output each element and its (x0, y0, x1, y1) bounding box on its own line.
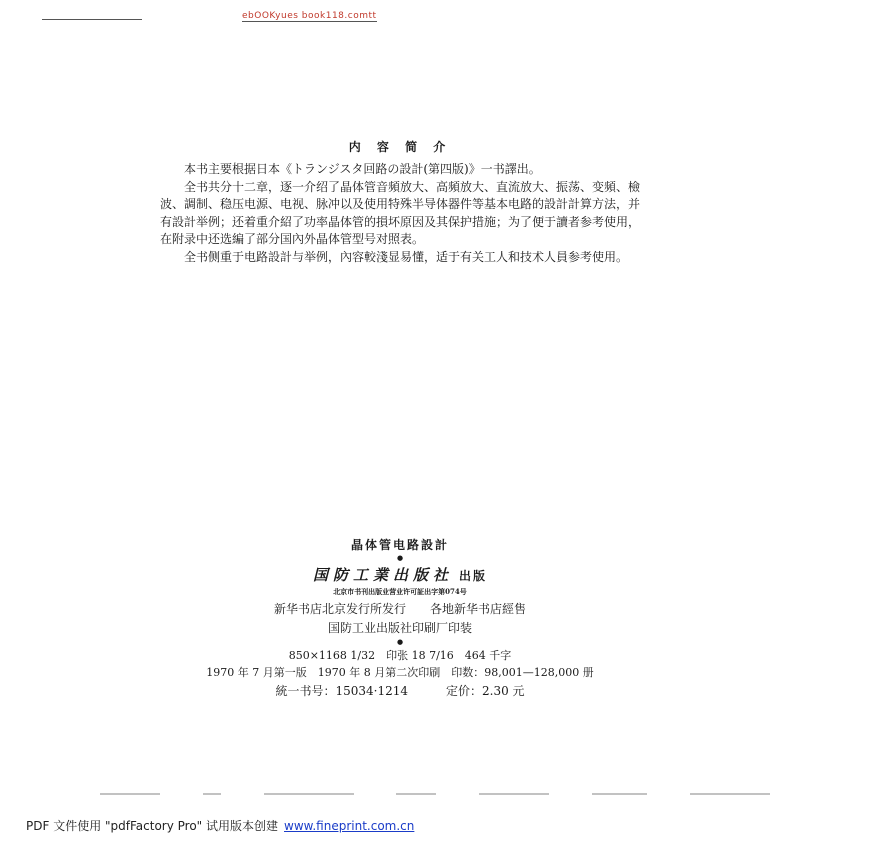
content-summary (160, 138, 640, 266)
publisher-row (120, 564, 680, 585)
price: 2.30 元 (482, 684, 525, 698)
header-rule (42, 19, 142, 20)
price-label: 定价： (445, 684, 482, 698)
publisher-name: 国防工業出版社 (312, 566, 453, 584)
footer-link[interactable]: www.fineprint.com.cn (284, 819, 415, 833)
book-number-row (120, 681, 680, 701)
summary-title: 内 容 简 介 (348, 140, 452, 154)
summary-paragraph-source: 本书主要根据日本《トランジスタ回路の設計(第四版)》一书譯出。 (184, 162, 541, 176)
book-title: 晶体管电路設計 (350, 538, 449, 552)
footer-text: PDF 文件使用 "pdfFactory Pro" 试用版本创建 (26, 819, 279, 833)
scan-noise (100, 793, 770, 798)
summary-paragraph-audience: 全书侧重于电路設計与举例，內容較淺显易懂，适于有关工人和技术人員参考使用。 (184, 249, 629, 264)
header-url: ebOOKyues book118.comtt (242, 11, 377, 21)
spec-line: 850×1168 1/32 印张 18 7/16 464 千字 (288, 649, 512, 662)
publisher-suffix: 出版 (459, 569, 488, 583)
license-line: 北京市书刊出版业营业许可証出字第074号 (333, 587, 467, 596)
edition-line: 1970 年 7 月第一版 1970 年 8 月第二次印刷 印数：98,001—128,000 册 (206, 666, 594, 679)
colophon (120, 536, 680, 701)
printer-line: 国防工业出版社印刷厂印装 (327, 621, 472, 635)
separator-dot: ● (396, 554, 404, 562)
book-number-label: 統一书号： (275, 684, 336, 698)
summary-paragraph-contents: 全书共分十二章，逐一介绍了晶体管音頻放大、高頻放大、直流放大、振荡、变頻、檢波、調制、稳压电源、电视、脉冲以及使用特殊半导体器件等基本电路的設計計算方法，并有設計举例；还着重介紹了功率晶体管的損坏原因及其保护措施；为了便于讀者参考使用，在附录中还选編了部分国內外晶体管型号对照表。 (160, 179, 641, 246)
separator-dot-2: ● (396, 638, 404, 646)
pdf-footer (26, 817, 414, 834)
distributor-line: 新华书店北京发行所发行 各地新华书店經售 (273, 602, 526, 616)
book-number: 15034·1214 (335, 684, 408, 698)
